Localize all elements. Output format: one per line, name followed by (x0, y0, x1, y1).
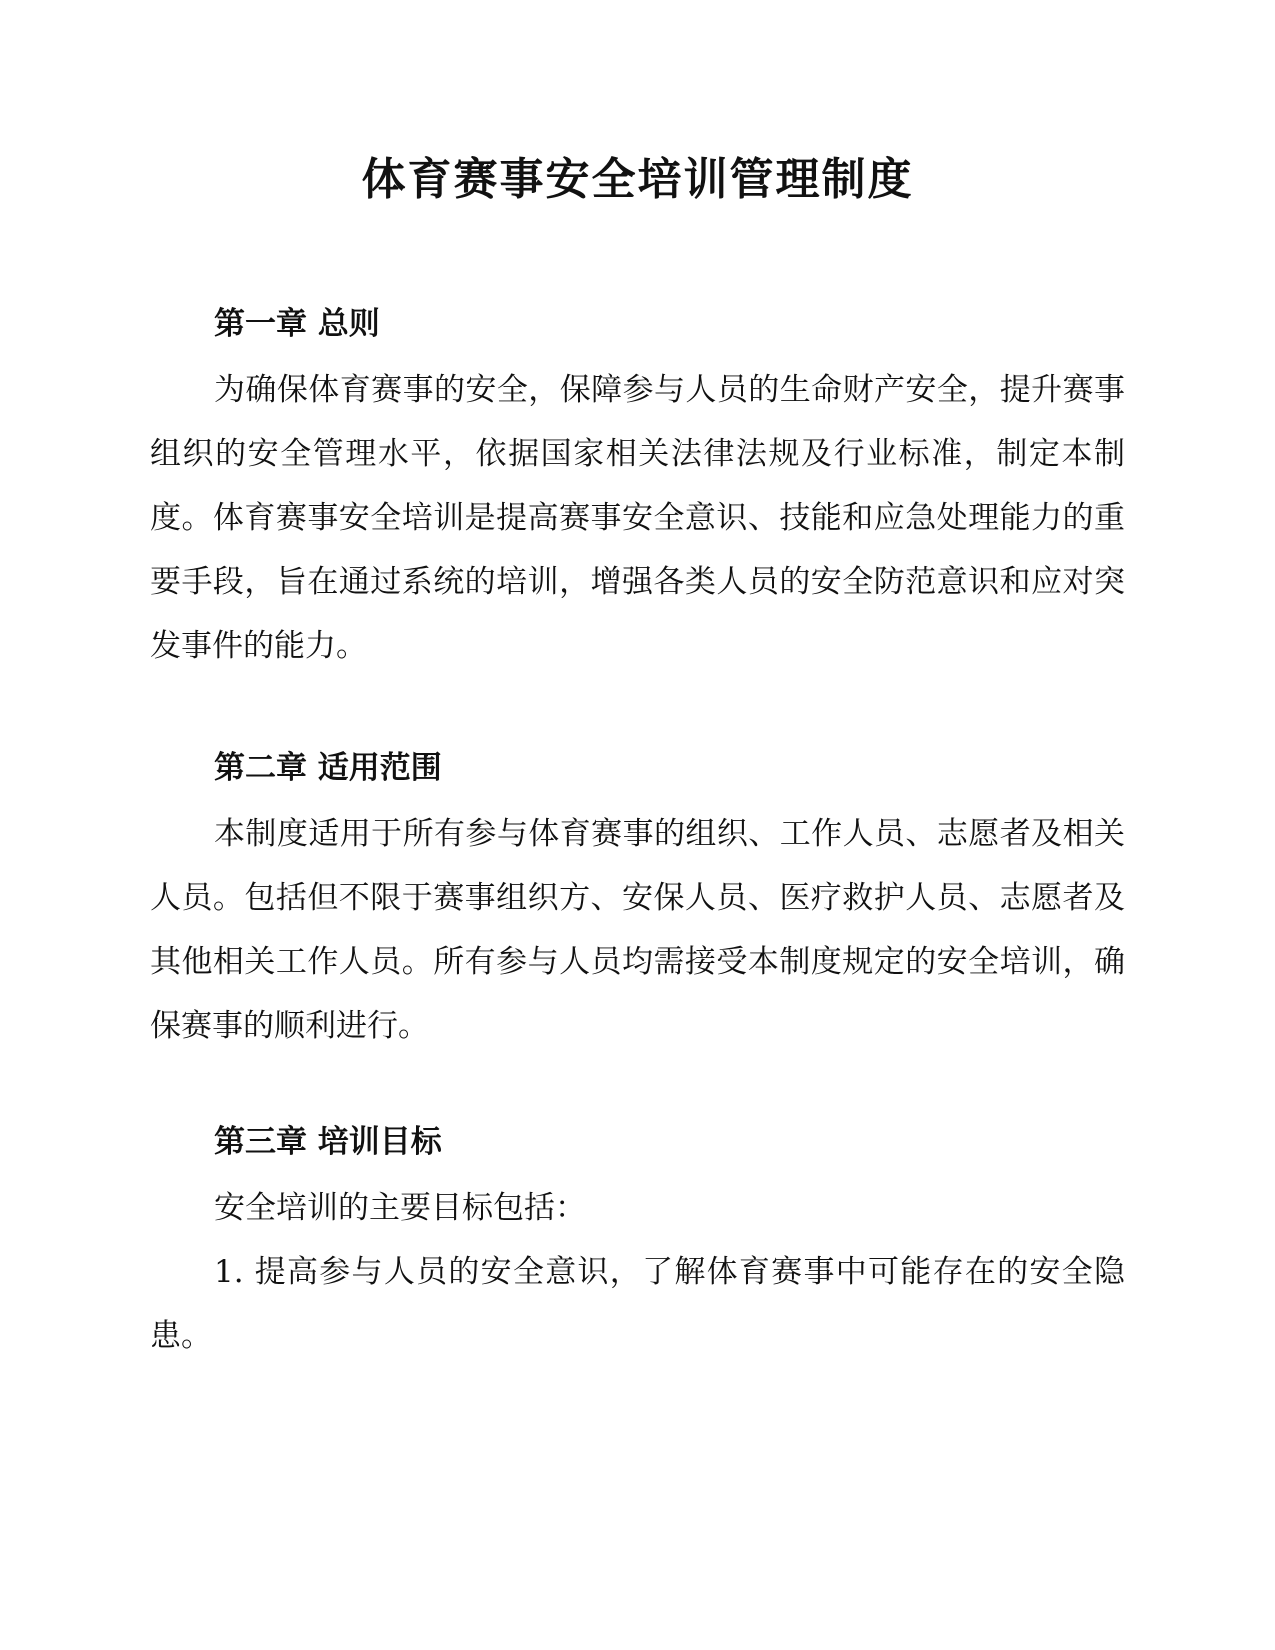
chapter-1-section (150, 302, 1125, 678)
chapter-heading: 第一章 总则 (214, 306, 380, 342)
chapter-paragraph: 为确保体育赛事的安全，保障参与人员的生命财产安全，提升赛事组织的安全管理水平，依据国家相关法律法规及行业标准，制定本制度。体育赛事安全培训是提高赛事安全意识、技能和应急处理能力的重要手段，旨在通过系统的培训，增强各类人员的安全防范意识和应对突发事件的能力。 (150, 372, 1125, 664)
chapter-2-section (150, 746, 1125, 1058)
document-title: 体育赛事安全培训管理制度 (361, 154, 914, 205)
chapter-heading: 第二章 适用范围 (214, 750, 442, 786)
chapter-paragraph: 安全培训的主要目标包括： (214, 1190, 586, 1226)
chapter-paragraph: 本制度适用于所有参与体育赛事的组织、工作人员、志愿者及相关人员。包括但不限于赛事组织方、安保人员、医疗救护人员、志愿者及其他相关工作人员。所有参与人员均需接受本制度规定的安全培训，确保赛事的顺利进行。 (150, 816, 1125, 1044)
list-item: 1. 提高参与人员的安全意识，了解体育赛事中可能存在的安全隐患。 (150, 1254, 1125, 1354)
chapter-heading: 第三章 培训目标 (214, 1124, 442, 1160)
chapter-3-section (150, 1120, 1125, 1368)
